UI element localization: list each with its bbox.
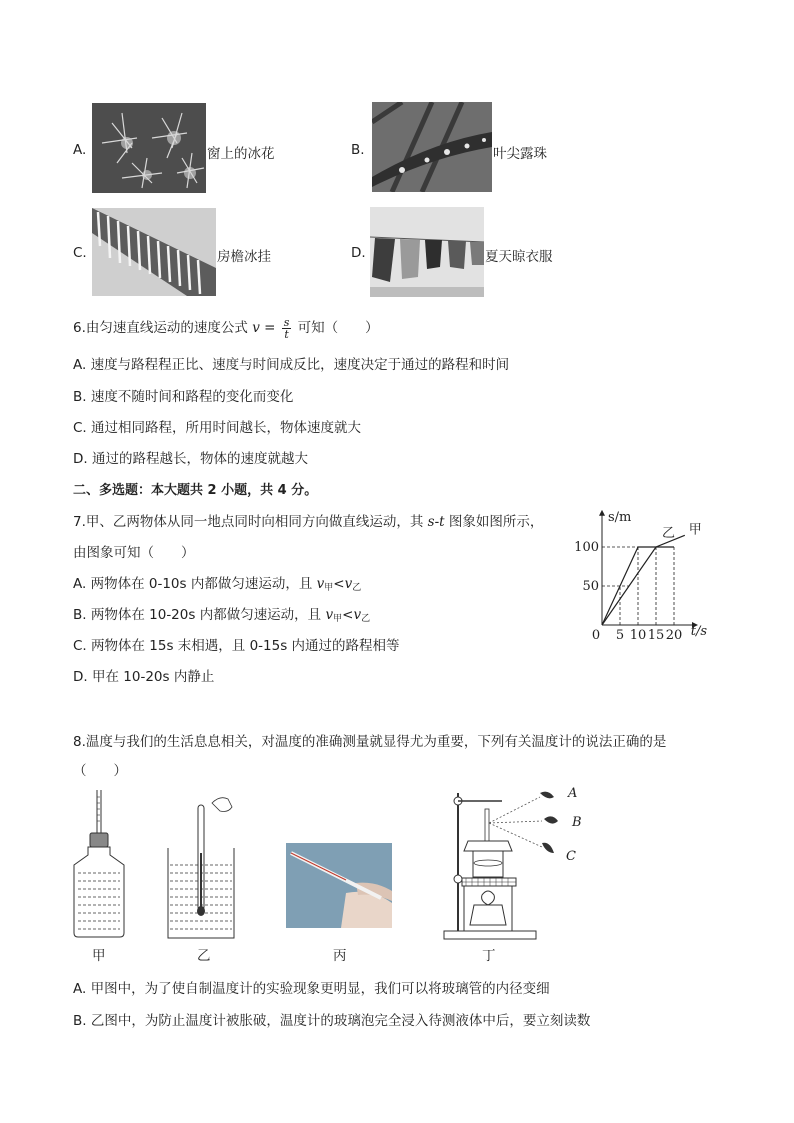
q5-option-d-letter: D. [351, 245, 366, 261]
q6-formula-denominator: t [284, 327, 289, 341]
q7-stem-line2: 由图象可知（ ） [73, 545, 195, 561]
q5-option-a-letter: A. [73, 142, 87, 158]
clinical-thermometer-photo [286, 843, 392, 928]
q6-option-b: B. 速度不随时间和路程的变化而变化 [73, 389, 294, 405]
series-line-jia [602, 535, 685, 625]
x-tick-label: 10 [629, 628, 647, 643]
x-axis-label: t/s [690, 624, 708, 639]
q7-option-b-v2: v [353, 607, 362, 623]
q8-option-b: B. 乙图中，为防止温度计被胀破，温度计的玻璃泡完全浸入待测液体中后，要立刻读数 [73, 1013, 591, 1029]
series-label-jia: 甲 [688, 522, 702, 538]
eaves-icicles-photo [92, 208, 216, 296]
q7-option-b-sub2: 乙 [361, 614, 371, 624]
q8-option-a: A. 甲图中，为了使自制温度计的实验现象更明显，我们可以将玻璃管的内径变细 [73, 981, 550, 997]
q8-stem: 8.温度与我们的生活息息相关，对温度的准确测量就显得尤为重要，下列有关温度计的说法正确的是 [73, 734, 667, 750]
q7-option-d: D. 甲在 10-20s 内静止 [73, 669, 215, 685]
y-axis-label: s/m [608, 510, 632, 525]
q7-option-a-v1: v [316, 576, 325, 592]
q5-option-a-caption: 窗上的冰花 [207, 146, 275, 162]
q7-stem-line1-part2: 图象如图所示， [444, 514, 544, 530]
homemade-thermometer-figure [70, 785, 130, 940]
q7-option-a-sub2: 乙 [352, 583, 362, 593]
x-tick-label: 0 [591, 628, 601, 643]
section-2-title: 二、多选题：本大题共 2 小题，共 4 分。 [73, 483, 318, 498]
fig-label-ding: 丁 [482, 948, 496, 964]
q8-paren: （ ） [73, 763, 127, 779]
q7-option-b-v1: v [325, 607, 334, 623]
eye-label-b: B [572, 815, 582, 830]
q5-option-c-letter: C. [73, 245, 87, 261]
eye-b-icon [544, 816, 558, 823]
q6-option-c: C. 通过相同路程，所用时间越长，物体速度就大 [73, 420, 362, 436]
q7-option-b [73, 603, 370, 624]
eye-c-icon [542, 843, 554, 853]
q5-option-c-caption: 房檐冰挂 [217, 249, 271, 265]
series-label-yi: 乙 [662, 526, 676, 541]
beaker-thermometer-figure [162, 793, 242, 943]
q6-stem [73, 316, 379, 340]
eye-label-c: C [566, 849, 576, 864]
q6-option-d: D. 通过的路程越长，物体的速度就越大 [73, 451, 308, 467]
frost-flower-photo [92, 103, 206, 193]
q6-stem-prefix: 6.由匀速直线运动的速度公式 [73, 320, 248, 336]
y-tick-label: 100 [574, 540, 599, 555]
eye-a-icon [540, 792, 554, 799]
q6-formula-fraction [282, 317, 292, 340]
x-tick-label: 15 [647, 628, 665, 643]
q5-option-b-caption: 叶尖露珠 [493, 146, 547, 162]
q7-option-b-text: B. 两物体在 10-20s 内都做匀速运动，且 [73, 607, 326, 623]
q7-option-a [73, 572, 361, 593]
leaf-dew-photo [372, 102, 492, 192]
q7-stem-line1 [73, 510, 543, 530]
y-tick-label: 50 [582, 579, 599, 594]
q7-option-b-lt: < [342, 607, 354, 623]
q7-option-a-v2: v [344, 576, 353, 592]
q6-formula-lhs: v = [252, 320, 276, 336]
fig-label-yi: 乙 [197, 948, 211, 964]
fig-label-bing: 丙 [333, 948, 347, 964]
q5-option-b-letter: B. [351, 142, 365, 158]
x-tick-label: 5 [615, 628, 625, 643]
q5-option-d-caption: 夏天晾衣服 [485, 249, 553, 265]
eye-label-a: A [568, 786, 578, 801]
q7-stem-st: s-t [427, 514, 445, 530]
q7-option-b-sub1: 甲 [333, 614, 343, 624]
x-tick-label: 20 [665, 628, 683, 643]
fig-label-jia: 甲 [92, 948, 106, 964]
q6-option-a: A. 速度与路程程正比、速度与时间成反比，速度决定于通过的路程和时间 [73, 357, 510, 373]
q7-stem-line1-part1: 7.甲、乙两物体从同一地点同时向相同方向做直线运动，其 [73, 514, 428, 530]
drying-clothes-photo [370, 207, 484, 297]
q6-formula-numerator: s [283, 315, 290, 329]
st-chart [570, 505, 730, 645]
q7-option-c: C. 两物体在 15s 末相遇，且 0-15s 内通过的路程相等 [73, 638, 400, 654]
q7-option-a-sub1: 甲 [324, 583, 334, 593]
q6-stem-suffix: 可知（ ） [297, 320, 379, 336]
q7-option-a-lt: < [333, 576, 345, 592]
q7-option-a-text: A. 两物体在 0-10s 内都做匀速运动，且 [73, 576, 317, 592]
